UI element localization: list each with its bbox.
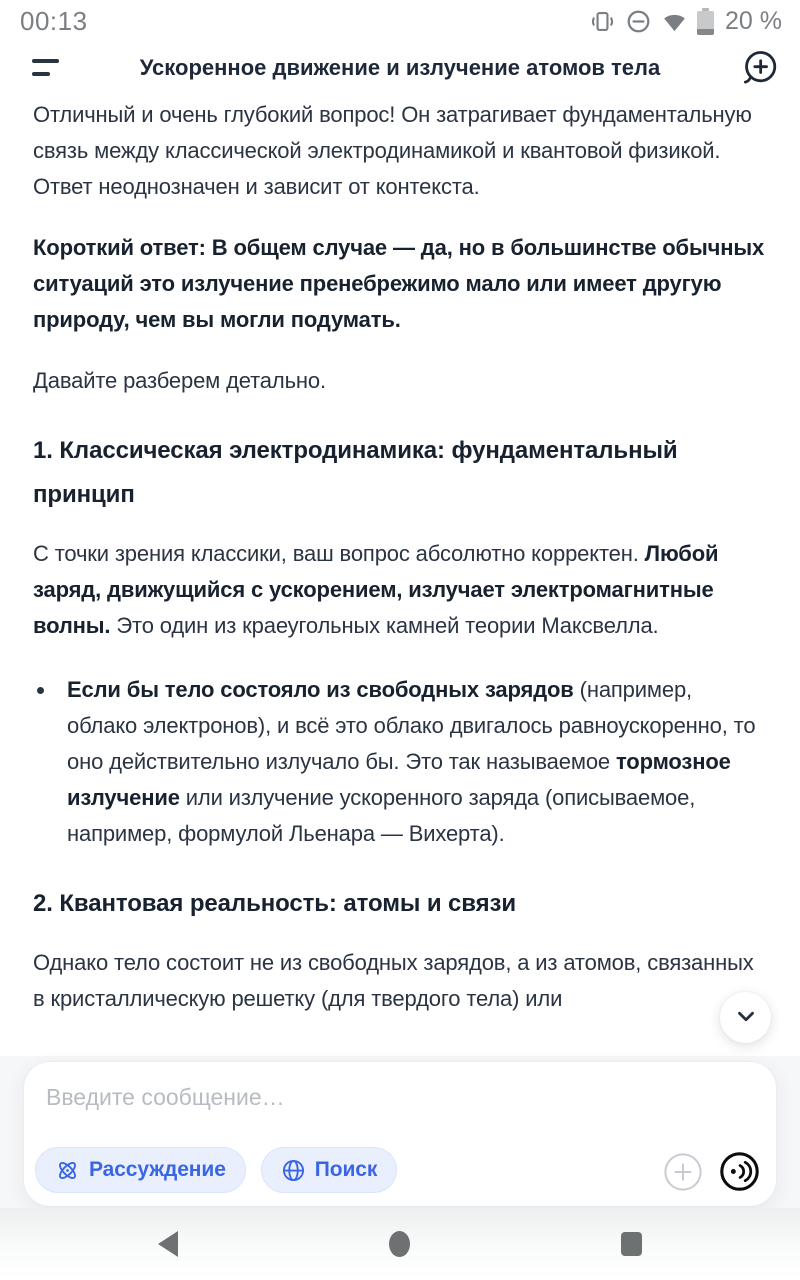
message-body: [0, 96, 800, 1060]
text-run: Любой заряд, движущийся с ускорением, излучает электромагнитные волны.: [33, 541, 719, 638]
message-heading: [33, 429, 767, 517]
text-run: С точки зрения классики, ваш вопрос абсолютно корректен.: [33, 541, 645, 566]
voice-mode-button[interactable]: [718, 1150, 761, 1193]
message-paragraph: [33, 536, 767, 644]
message-input[interactable]: [46, 1076, 606, 1118]
message-paragraph: [33, 97, 767, 205]
text-run: 1. Классическая электродинамика: фундаментальный принцип: [33, 437, 678, 508]
wifi-icon: [661, 8, 688, 35]
status-icons: [589, 7, 782, 36]
menu-button[interactable]: [28, 52, 64, 86]
battery-icon: [697, 8, 714, 35]
text-run: Это один из краеугольных камней теории Максвелла.: [110, 613, 659, 638]
new-chat-icon: [740, 76, 780, 91]
bullet-item: [33, 672, 767, 852]
back-icon: [158, 1231, 178, 1257]
home-icon: [389, 1231, 410, 1257]
back-button[interactable]: [158, 1230, 178, 1258]
new-chat-button[interactable]: [740, 48, 780, 88]
scroll-to-bottom-button[interactable]: [720, 992, 771, 1043]
battery-percent-label: 20 %: [725, 6, 782, 35]
reasoning-chip-label: Рассуждение: [89, 1158, 226, 1181]
message-heading: [33, 882, 767, 926]
home-button[interactable]: [389, 1230, 410, 1258]
text-run: 2. Квантовая реальность: атомы и связи: [33, 890, 517, 917]
recents-button[interactable]: [621, 1230, 642, 1258]
text-run: Отличный и очень глубокий вопрос! Он затрагивает фундаментальную связь между классической электродинамикой и квантовой физикой. Ответ неоднозначен и зависит от контекста.: [33, 102, 752, 199]
chat-title: Ускоренное движение и излучение атомов тела: [139, 55, 661, 80]
chat-header: [0, 40, 800, 96]
text-run: Давайте разберем детально.: [33, 368, 326, 393]
android-navbar: [0, 1208, 800, 1280]
text-run: (например, облако электронов), и всё это облако двигалось равноускоренно, то оно действительно излучало бы. Это так называемое: [67, 677, 756, 774]
voice-wave-icon: [718, 1150, 761, 1193]
recents-icon: [621, 1232, 642, 1256]
text-run: тормозное излучение: [67, 749, 731, 810]
composer-chips: [35, 1147, 397, 1193]
text-run: или излучение ускоренного заряда (описываемое, например, формулой Льенара — Вихерта).: [67, 785, 696, 846]
message-paragraph: [33, 230, 767, 338]
reasoning-chip[interactable]: [35, 1147, 246, 1193]
plus-circle-icon: [663, 1152, 703, 1192]
message-paragraph: [33, 363, 767, 399]
message-paragraph: [33, 945, 767, 1017]
vibrate-icon: [589, 8, 616, 35]
attach-button[interactable]: [663, 1152, 703, 1192]
chevron-down-icon: [733, 1003, 759, 1032]
text-run: Однако тело состоит не из свободных зарядов, а из атомов, связанных в кристаллическую решетку (для твердого тела) или: [33, 950, 754, 1011]
atom-icon: [55, 1158, 80, 1183]
composer-actions: [663, 1150, 761, 1193]
search-chip[interactable]: [261, 1147, 398, 1193]
composer: [24, 1062, 776, 1206]
text-run: Короткий ответ: В общем случае — да, но в большинстве обычных ситуаций это излучение пренебрежимо мало или имеет другую природу, чем вы могли подумать.: [33, 235, 765, 332]
globe-icon: [281, 1158, 306, 1183]
clock-label: 00:13: [20, 5, 88, 36]
search-chip-label: Поиск: [314, 1158, 378, 1181]
text-run: Если бы тело состояло из свободных зарядов: [67, 677, 574, 702]
status-bar: [0, 0, 800, 40]
do-not-disturb-icon: [625, 8, 652, 35]
